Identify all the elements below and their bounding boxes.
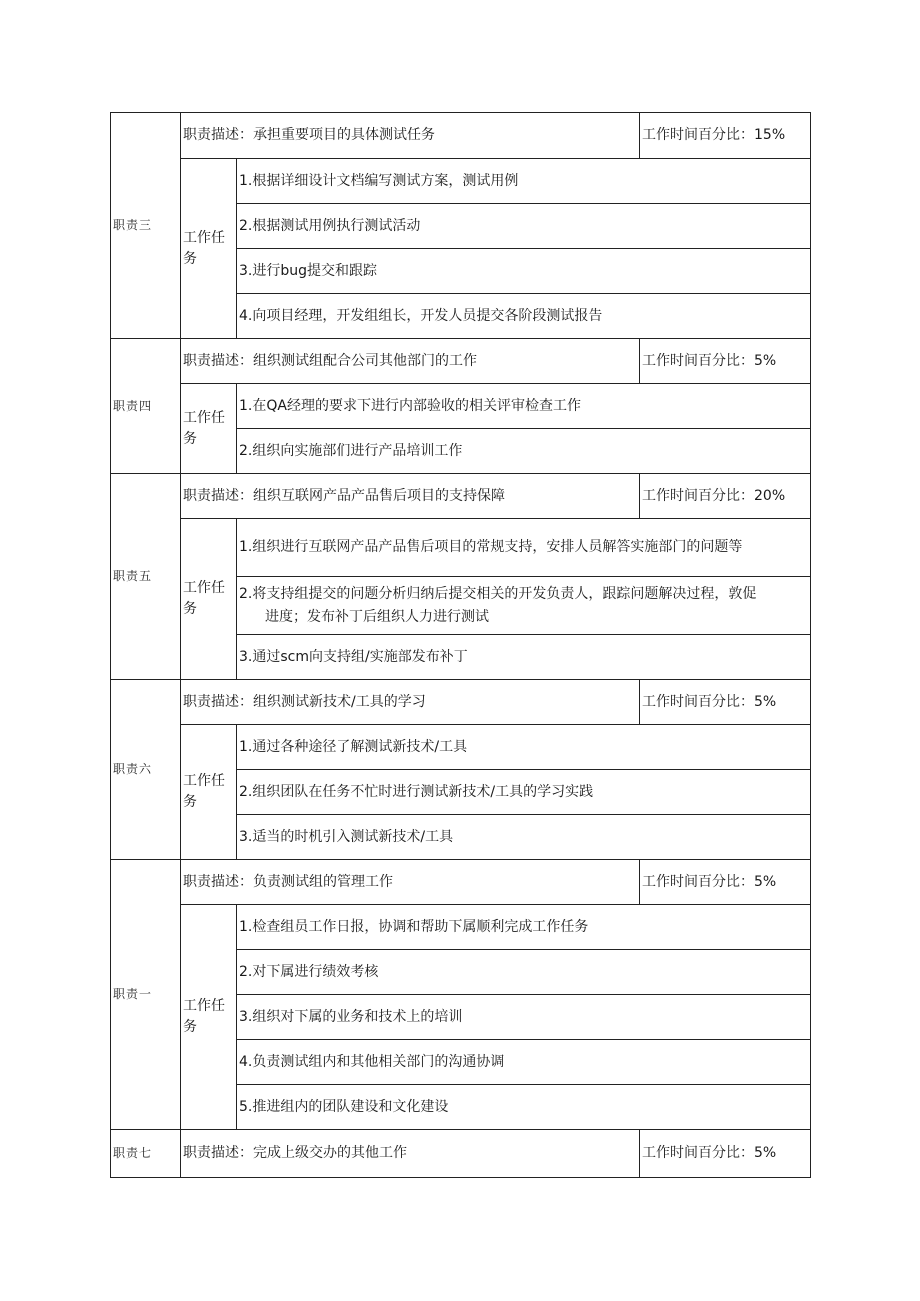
task-item: 4.负责测试组内和其他相关部门的沟通协调 bbox=[237, 1040, 811, 1085]
duty-description: 职责描述：承担重要项目的具体测试任务 bbox=[181, 113, 640, 159]
task-item: 1.组织进行互联网产品产品售后项目的常规支持，安排人员解答实施部门的问题等 bbox=[237, 519, 811, 577]
task-item: 1.通过各种途径了解测试新技术/工具 bbox=[237, 725, 811, 770]
task-label: 工作任务 bbox=[181, 384, 237, 474]
task-item: 2.组织向实施部们进行产品培训工作 bbox=[237, 429, 811, 474]
duty-description: 职责描述：组织测试新技术/工具的学习 bbox=[181, 680, 640, 725]
task-row bbox=[111, 905, 811, 950]
task-item: 2.组织团队在任务不忙时进行测试新技术/工具的学习实践 bbox=[237, 770, 811, 815]
duty-name: 职责五 bbox=[111, 474, 181, 680]
task-item: 1.检查组员工作日报，协调和帮助下属顺利完成工作任务 bbox=[237, 905, 811, 950]
duty-description: 职责描述：组织互联网产品产品售后项目的支持保障 bbox=[181, 474, 640, 519]
task-item-line: 2.将支持组提交的问题分析归纳后提交相关的开发负责人，跟踪问题解决过程，敦促 bbox=[239, 585, 757, 602]
time-percent: 工作时间百分比：5% bbox=[640, 1130, 811, 1178]
duty-row bbox=[111, 680, 811, 725]
duty-description: 职责描述：完成上级交办的其他工作 bbox=[181, 1130, 640, 1178]
time-percent: 工作时间百分比：5% bbox=[640, 339, 811, 384]
time-percent: 工作时间百分比：5% bbox=[640, 860, 811, 905]
task-item: 5.推进组内的团队建设和文化建设 bbox=[237, 1085, 811, 1130]
time-percent: 工作时间百分比：15% bbox=[640, 113, 811, 159]
duty-description: 职责描述：负责测试组的管理工作 bbox=[181, 860, 640, 905]
duty-name: 职责四 bbox=[111, 339, 181, 474]
duty-name: 职责一 bbox=[111, 860, 181, 1130]
task-row bbox=[111, 384, 811, 429]
task-item: 3.适当的时机引入测试新技术/工具 bbox=[237, 815, 811, 860]
time-percent: 工作时间百分比：5% bbox=[640, 680, 811, 725]
task-item bbox=[237, 577, 811, 635]
duty-row bbox=[111, 1130, 811, 1178]
task-item: 1.在QA经理的要求下进行内部验收的相关评审检查工作 bbox=[237, 384, 811, 429]
task-label: 工作任务 bbox=[181, 159, 237, 339]
task-row bbox=[111, 159, 811, 204]
duty-row bbox=[111, 474, 811, 519]
task-item-continuation: 进度；发布补丁后组织人力进行测试 bbox=[265, 608, 489, 625]
duty-name: 职责六 bbox=[111, 680, 181, 860]
task-row bbox=[111, 725, 811, 770]
duty-table bbox=[110, 112, 811, 1178]
task-item: 2.对下属进行绩效考核 bbox=[237, 950, 811, 995]
task-label: 工作任务 bbox=[181, 725, 237, 860]
task-label: 工作任务 bbox=[181, 905, 237, 1130]
task-item: 3.进行bug提交和跟踪 bbox=[237, 249, 811, 294]
task-item: 3.组织对下属的业务和技术上的培训 bbox=[237, 995, 811, 1040]
task-item: 1.根据详细设计文档编写测试方案，测试用例 bbox=[237, 159, 811, 204]
task-label: 工作任务 bbox=[181, 519, 237, 680]
duty-row bbox=[111, 339, 811, 384]
task-item: 4.向项目经理，开发组组长，开发人员提交各阶段测试报告 bbox=[237, 294, 811, 339]
task-row bbox=[111, 519, 811, 577]
duty-name: 职责三 bbox=[111, 113, 181, 339]
duty-description: 职责描述：组织测试组配合公司其他部门的工作 bbox=[181, 339, 640, 384]
task-item: 2.根据测试用例执行测试活动 bbox=[237, 204, 811, 249]
task-item: 3.通过scm向支持组/实施部发布补丁 bbox=[237, 635, 811, 680]
time-percent: 工作时间百分比：20% bbox=[640, 474, 811, 519]
duty-name: 职责七 bbox=[111, 1130, 181, 1178]
duty-row bbox=[111, 860, 811, 905]
duty-row bbox=[111, 113, 811, 159]
